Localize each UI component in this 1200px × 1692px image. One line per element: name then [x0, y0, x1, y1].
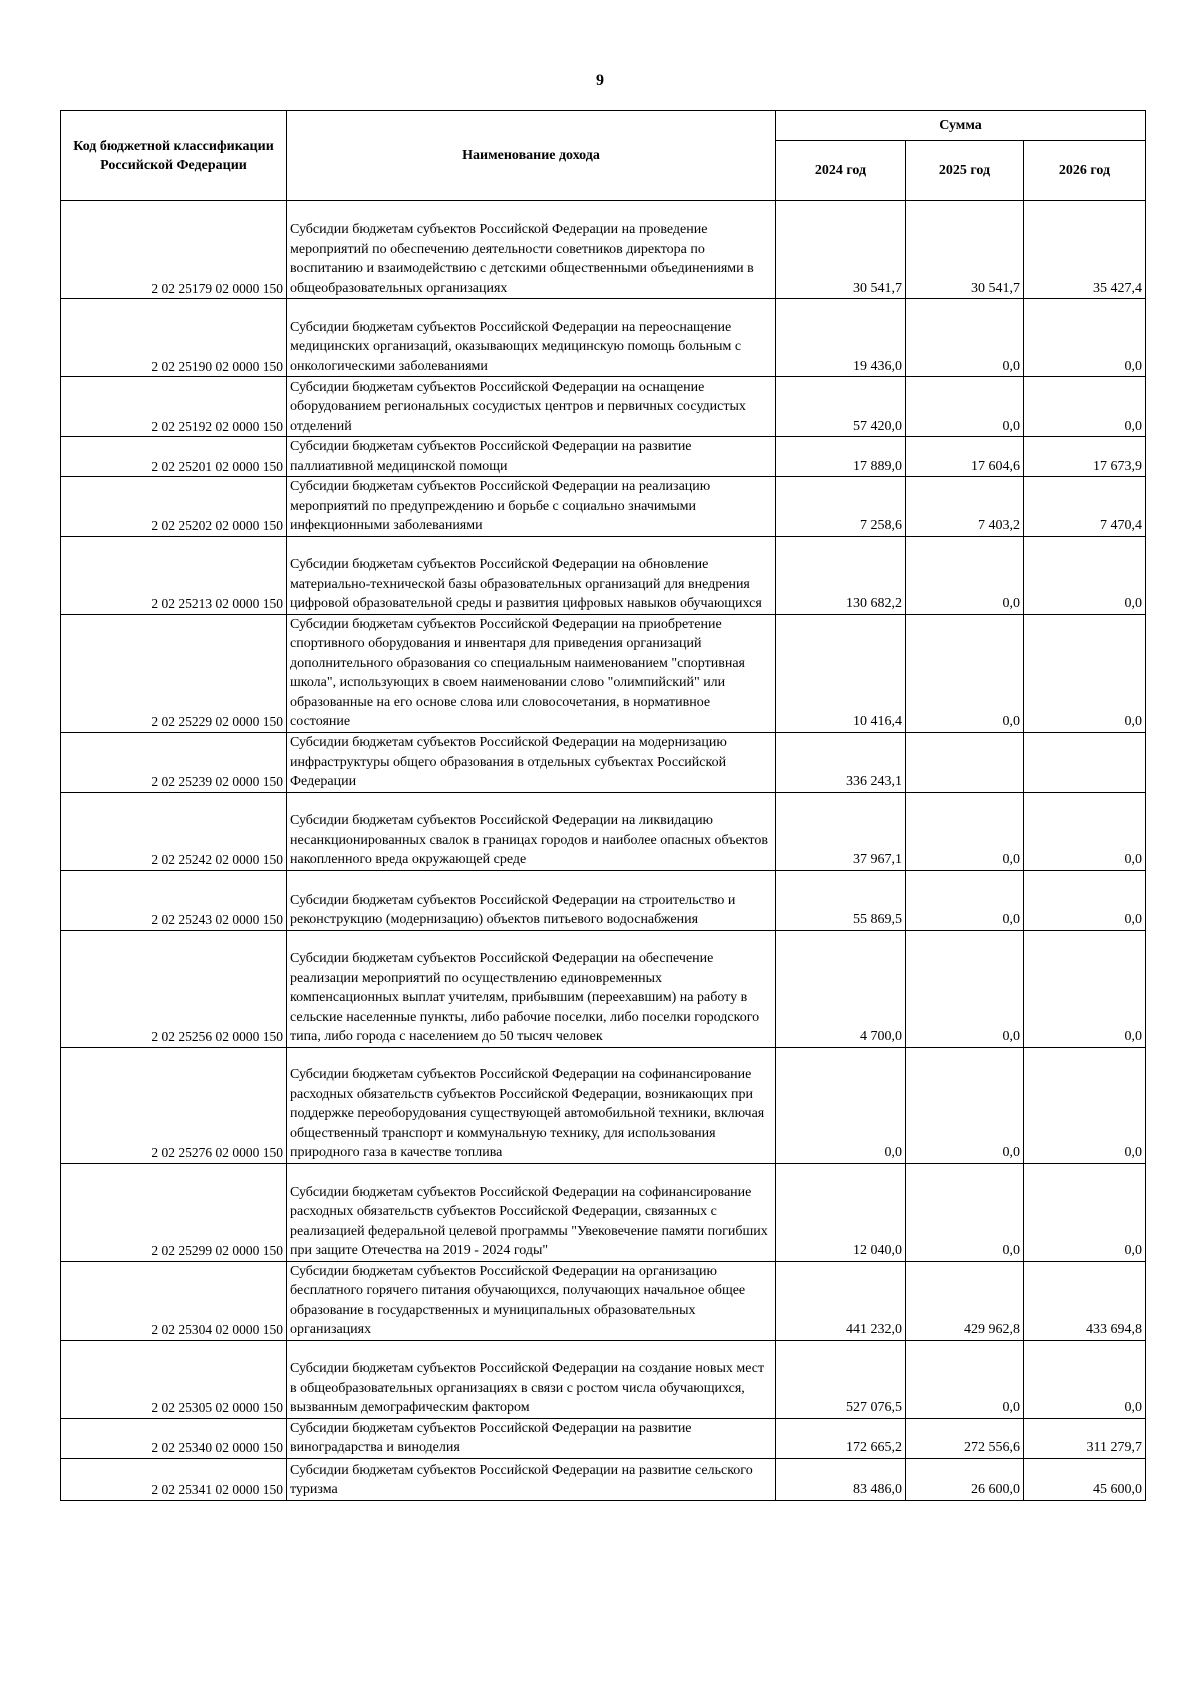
row-code: 2 02 25305 02 0000 150: [61, 1340, 287, 1418]
row-name: Субсидии бюджетам субъектов Российской Федерации на развитие сельского туризма: [287, 1458, 776, 1500]
row-value-2024: 83 486,0: [776, 1458, 906, 1500]
row-value-2025: 429 962,8: [906, 1261, 1024, 1340]
table-row: [61, 614, 1146, 732]
row-code: 2 02 25256 02 0000 150: [61, 930, 287, 1047]
header-code: Код бюджетной классификации Российской Федерации: [61, 111, 287, 201]
row-value-2026: 0,0: [1024, 870, 1146, 930]
row-value-2026: 0,0: [1024, 930, 1146, 1047]
row-value-2024: 19 436,0: [776, 299, 906, 377]
row-name: Субсидии бюджетам субъектов Российской Федерации на ликвидацию несанкционированных свалок в границах городов и наиболее опасных объектов накопленного вреда окружающей среде: [287, 792, 776, 870]
row-name: Субсидии бюджетам субъектов Российской Федерации на софинансирование расходных обязательств субъектов Российской Федерации, связанных с реализацией федеральной целевой программы "Увековечение памяти погибших при защите Отечества на 2019 - 2024 годы": [287, 1163, 776, 1261]
row-value-2025: 0,0: [906, 1340, 1024, 1418]
row-value-2024: 17 889,0: [776, 437, 906, 477]
row-value-2024: 0,0: [776, 1047, 906, 1163]
table-row: [61, 930, 1146, 1047]
row-value-2025: 0,0: [906, 870, 1024, 930]
row-value-2026: 7 470,4: [1024, 477, 1146, 537]
row-code: 2 02 25229 02 0000 150: [61, 614, 287, 732]
row-code: 2 02 25192 02 0000 150: [61, 377, 287, 437]
row-value-2026: 433 694,8: [1024, 1261, 1146, 1340]
header-year-2025: 2025 год: [906, 141, 1024, 201]
row-value-2024: 12 040,0: [776, 1163, 906, 1261]
row-name: Субсидии бюджетам субъектов Российской Федерации на приобретение спортивного оборудования и инвентаря для приведения организаций дополнительного образования со специальным наименованием "спортивная школа", использующих в своем наименовании слово "олимпийский" или образованные на его основе слова или словосочетания, в нормативное состояние: [287, 614, 776, 732]
row-value-2026: 311 279,7: [1024, 1418, 1146, 1458]
row-value-2025: 0,0: [906, 536, 1024, 614]
table-row: [61, 1340, 1146, 1418]
row-value-2026: 0,0: [1024, 614, 1146, 732]
table-row: [61, 1047, 1146, 1163]
row-value-2024: 441 232,0: [776, 1261, 906, 1340]
row-value-2025: 0,0: [906, 1163, 1024, 1261]
table-row: [61, 792, 1146, 870]
row-value-2025: 7 403,2: [906, 477, 1024, 537]
table-row: [61, 732, 1146, 792]
table-row: [61, 1418, 1146, 1458]
row-name: Субсидии бюджетам субъектов Российской Федерации на переоснащение медицинских организаций, оказывающих медицинскую помощь больным с онкологическими заболеваниями: [287, 299, 776, 377]
row-code: 2 02 25242 02 0000 150: [61, 792, 287, 870]
row-value-2024: 55 869,5: [776, 870, 906, 930]
row-value-2026: 0,0: [1024, 299, 1146, 377]
table-row: [61, 477, 1146, 537]
row-value-2025: 0,0: [906, 614, 1024, 732]
header-row: [61, 111, 1146, 141]
row-name: Субсидии бюджетам субъектов Российской Федерации на строительство и реконструкцию (модернизацию) объектов питьевого водоснабжения: [287, 870, 776, 930]
row-value-2026: 0,0: [1024, 536, 1146, 614]
row-value-2025: [906, 732, 1024, 792]
row-value-2024: 7 258,6: [776, 477, 906, 537]
table-row: [61, 437, 1146, 477]
row-value-2025: 272 556,6: [906, 1418, 1024, 1458]
row-value-2025: 26 600,0: [906, 1458, 1024, 1500]
table-row: [61, 377, 1146, 437]
table-row: [61, 1261, 1146, 1340]
row-name: Субсидии бюджетам субъектов Российской Федерации на обеспечение реализации мероприятий по осуществлению единовременных компенсационных выплат учителям, прибывшим (переехавшим) на работу в сельские населенные пункты, либо рабочие поселки, либо поселки городского типа, либо города с населением до 50 тысяч человек: [287, 930, 776, 1047]
row-name: Субсидии бюджетам субъектов Российской Федерации на софинансирование расходных обязательств субъектов Российской Федерации, возникающих при поддержке переоборудования существующей автомобильной техники, включая общественный транспорт и коммунальную технику, для использования природного газа в качестве топлива: [287, 1047, 776, 1163]
row-value-2026: 35 427,4: [1024, 201, 1146, 299]
header-sum: Сумма: [776, 111, 1146, 141]
row-value-2025: 17 604,6: [906, 437, 1024, 477]
row-code: 2 02 25239 02 0000 150: [61, 732, 287, 792]
row-value-2024: 130 682,2: [776, 536, 906, 614]
row-value-2025: 0,0: [906, 299, 1024, 377]
row-value-2024: 336 243,1: [776, 732, 906, 792]
row-value-2026: 0,0: [1024, 377, 1146, 437]
header-name: Наименование дохода: [287, 111, 776, 201]
row-value-2026: [1024, 732, 1146, 792]
row-value-2025: 30 541,7: [906, 201, 1024, 299]
row-code: 2 02 25179 02 0000 150: [61, 201, 287, 299]
table-row: [61, 299, 1146, 377]
table-row: [61, 1458, 1146, 1500]
row-value-2024: 37 967,1: [776, 792, 906, 870]
row-value-2025: 0,0: [906, 930, 1024, 1047]
row-name: Субсидии бюджетам субъектов Российской Федерации на реализацию мероприятий по предупреждению и борьбе с социально значимыми инфекционными заболеваниями: [287, 477, 776, 537]
header-year-2026: 2026 год: [1024, 141, 1146, 201]
row-value-2024: 4 700,0: [776, 930, 906, 1047]
row-value-2024: 10 416,4: [776, 614, 906, 732]
row-name: Субсидии бюджетам субъектов Российской Федерации на создание новых мест в общеобразовательных организациях в связи с ростом числа обучающихся, вызванным демографическим фактором: [287, 1340, 776, 1418]
row-code: 2 02 25276 02 0000 150: [61, 1047, 287, 1163]
row-value-2026: 45 600,0: [1024, 1458, 1146, 1500]
row-code: 2 02 25190 02 0000 150: [61, 299, 287, 377]
page-number: 9: [596, 72, 604, 89]
row-value-2025: 0,0: [906, 1047, 1024, 1163]
row-value-2025: 0,0: [906, 792, 1024, 870]
row-name: Субсидии бюджетам субъектов Российской Федерации на модернизацию инфраструктуры общего образования в отдельных субъектах Российской Федерации: [287, 732, 776, 792]
table-row: [61, 1163, 1146, 1261]
row-code: 2 02 25243 02 0000 150: [61, 870, 287, 930]
row-value-2024: 57 420,0: [776, 377, 906, 437]
table-row: [61, 870, 1146, 930]
row-value-2024: 30 541,7: [776, 201, 906, 299]
table-row: [61, 536, 1146, 614]
row-code: 2 02 25340 02 0000 150: [61, 1418, 287, 1458]
row-value-2026: 0,0: [1024, 1163, 1146, 1261]
row-value-2026: 0,0: [1024, 1340, 1146, 1418]
row-value-2026: 17 673,9: [1024, 437, 1146, 477]
budget-table: [60, 110, 1146, 1501]
row-name: Субсидии бюджетам субъектов Российской Федерации на обновление материально-технической базы образовательных организаций для внедрения цифровой образовательной среды и развития цифровых навыков обучающихся: [287, 536, 776, 614]
row-name: Субсидии бюджетам субъектов Российской Федерации на развитие паллиативной медицинской помощи: [287, 437, 776, 477]
row-name: Субсидии бюджетам субъектов Российской Федерации на развитие виноградарства и виноделия: [287, 1418, 776, 1458]
header-year-2024: 2024 год: [776, 141, 906, 201]
row-code: 2 02 25304 02 0000 150: [61, 1261, 287, 1340]
row-code: 2 02 25201 02 0000 150: [61, 437, 287, 477]
table-row: [61, 201, 1146, 299]
row-value-2026: 0,0: [1024, 792, 1146, 870]
row-code: 2 02 25213 02 0000 150: [61, 536, 287, 614]
row-value-2024: 172 665,2: [776, 1418, 906, 1458]
row-name: Субсидии бюджетам субъектов Российской Федерации на проведение мероприятий по обеспечению деятельности советников директора по воспитанию и взаимодействию с детскими общественными объединениями в общеобразовательных организациях: [287, 201, 776, 299]
row-name: Субсидии бюджетам субъектов Российской Федерации на организацию бесплатного горячего питания обучающихся, получающих начальное общее образование в государственных и муниципальных образовательных организациях: [287, 1261, 776, 1340]
row-name: Субсидии бюджетам субъектов Российской Федерации на оснащение оборудованием региональных сосудистых центров и первичных сосудистых отделений: [287, 377, 776, 437]
row-value-2026: 0,0: [1024, 1047, 1146, 1163]
row-value-2025: 0,0: [906, 377, 1024, 437]
row-value-2024: 527 076,5: [776, 1340, 906, 1418]
row-code: 2 02 25202 02 0000 150: [61, 477, 287, 537]
row-code: 2 02 25299 02 0000 150: [61, 1163, 287, 1261]
row-code: 2 02 25341 02 0000 150: [61, 1458, 287, 1500]
